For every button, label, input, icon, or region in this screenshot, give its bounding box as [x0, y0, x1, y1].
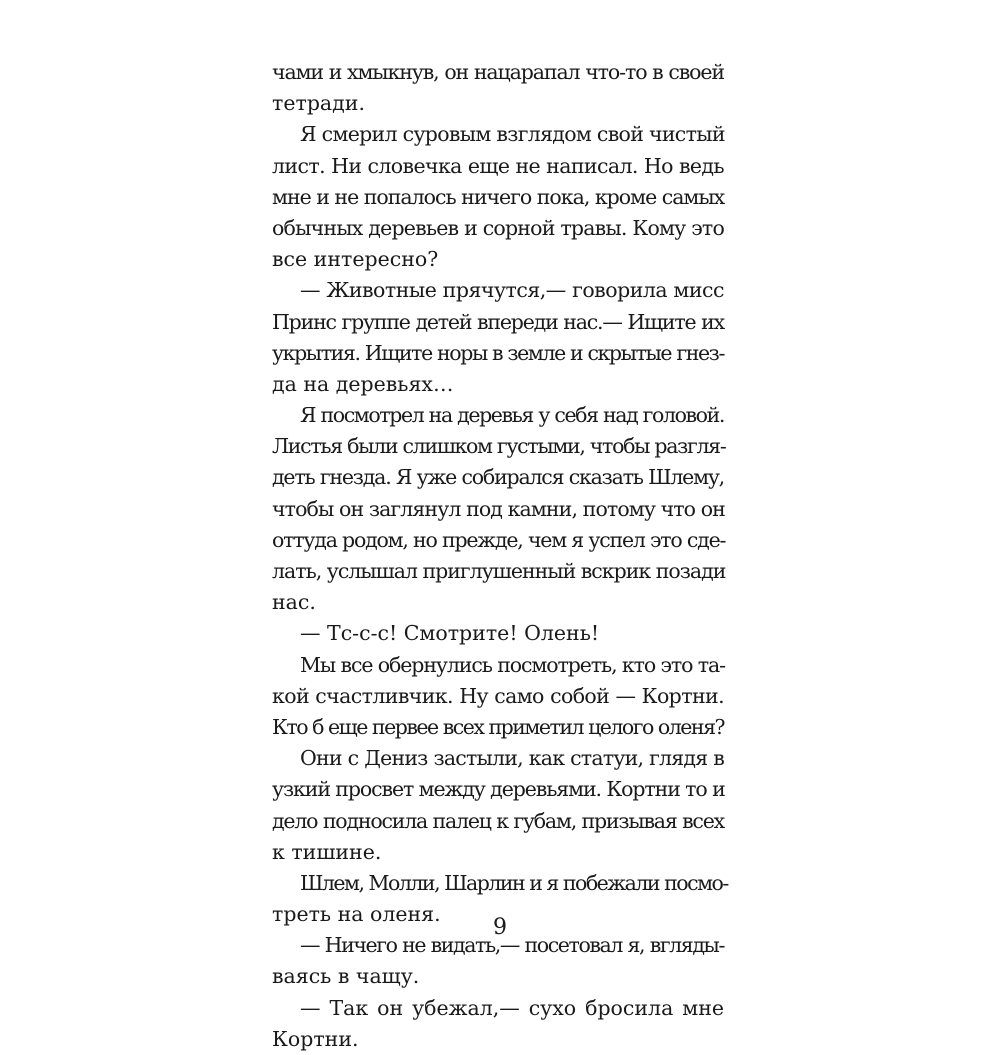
text-line: оттуда родом, но прежде, чем я успел это сде- — [272, 527, 726, 552]
text-line: Листья были слишком густыми, чтобы разгля- — [272, 434, 726, 459]
text-line: Кто б еще первее всех приметил целого оленя? — [272, 714, 724, 739]
text-line: лист. Ни словечка еще не написал. Но ведь — [272, 153, 724, 178]
body-text — [272, 57, 728, 1055]
text-line: Мы все обернулись посмотреть, кто это та- — [300, 652, 725, 677]
text-line: ваясь в чащу. — [272, 964, 420, 989]
text-line: Я посмотрел на деревья у себя над головой. — [300, 403, 724, 428]
text-line: Принс группе детей впереди нас.— Ищите их — [272, 309, 724, 334]
text-line: обычных деревьев и сорной травы. Кому это — [272, 215, 724, 240]
text-line: кой счастливчик. Ну само собой — Кортни. — [272, 683, 724, 708]
text-line: узкий просвет между деревьями. Кортни то и — [272, 777, 725, 802]
text-line: мне и не попалось ничего пока, кроме самых — [272, 184, 725, 209]
text-line: тетради. — [272, 91, 365, 116]
text-line: Я смерил суровым взглядом свой чистый — [300, 122, 725, 147]
page-number: 9 — [493, 915, 507, 940]
text-line: Они с Дениз застыли, как статуи, глядя в — [300, 746, 724, 771]
text-line: дело подносила палец к губам, призывая всех — [272, 808, 724, 833]
text-line: укрытия. Ищите норы в земле и скрытые гнез- — [272, 340, 724, 365]
text-line: чами и хмыкнув, он нацарапал что-то в своей — [272, 60, 724, 84]
text-line: — Тс-с-с! Смотрите! Олень! — [300, 621, 600, 646]
text-line: деть гнезда. Я уже собирался сказать Шлему, — [272, 465, 724, 490]
text-line: — Ничего не видать,— посетовал я, вгляды- — [300, 933, 724, 958]
text-line: — Животные прячутся,— говорила мисс — [300, 278, 724, 303]
text-line: — Так он убежал,— сухо бросила мне — [300, 995, 724, 1020]
text-line: Кортни. — [272, 1026, 359, 1051]
text-line: да на деревьях… — [272, 371, 454, 396]
text-line: все интересно? — [272, 247, 439, 272]
text-line: треть на оленя. — [272, 902, 441, 927]
text-line: лать, услышал приглушенный вскрик позади — [272, 559, 726, 583]
text-line: чтобы он заглянул под камни, потому что он — [272, 496, 725, 521]
text-line: нас. — [272, 590, 316, 615]
text-line: Шлем, Молли, Шарлин и я побежали посмо- — [300, 870, 728, 895]
text-line: к тишине. — [272, 839, 382, 864]
